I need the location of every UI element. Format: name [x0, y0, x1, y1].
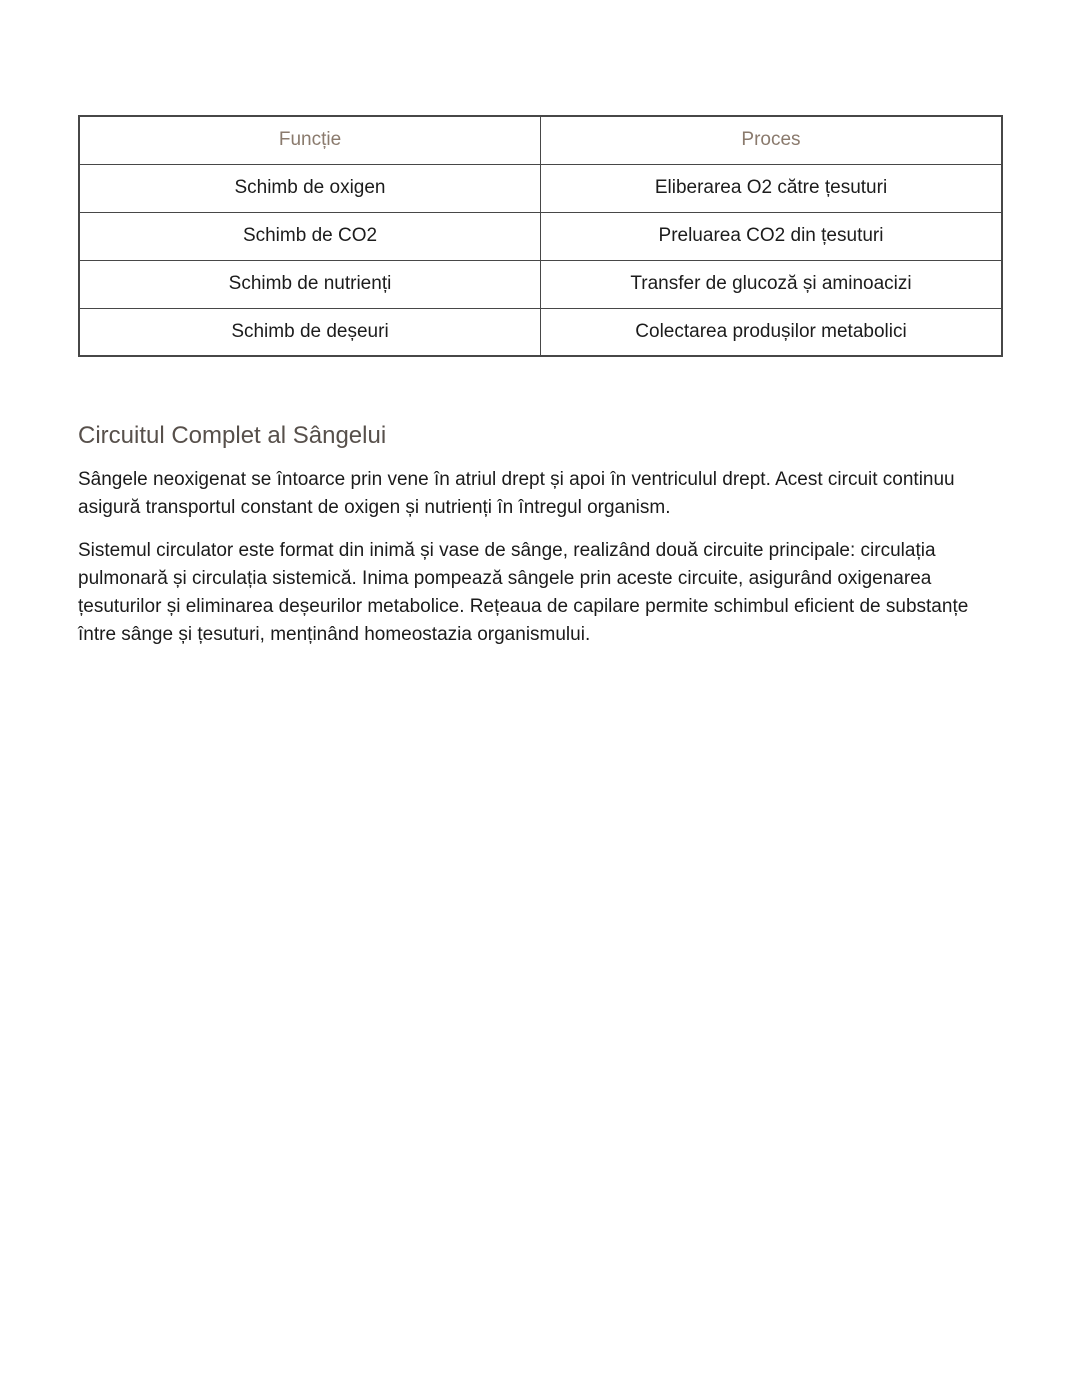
table-header-row	[79, 116, 1002, 164]
table-header	[79, 116, 1002, 164]
table-cell: Transfer de glucoză și aminoacizi	[541, 260, 1003, 308]
table-cell: Schimb de nutrienți	[79, 260, 541, 308]
table-cell: Preluarea CO2 din țesuturi	[541, 212, 1003, 260]
paragraph: Sistemul circulator este format din inimă și vase de sânge, realizând două circuite principale: circulația pulmonară și circulația sistemică. Inima pompează sângele prin aceste circuite, asigurând oxigenarea țesuturilor și eliminarea deșeurilor metabolice. Rețeaua de capilare permite schimbul eficient de substanțe între sânge și țesuturi, menținând homeostazia organismului.	[78, 540, 969, 645]
table-row	[79, 164, 1002, 212]
table-row	[79, 260, 1002, 308]
section-heading: Circuitul Complet al Sângelui	[78, 422, 387, 449]
table-header-cell-functie: Funcție	[79, 116, 541, 164]
table-cell: Colectarea produșilor metabolici	[541, 308, 1003, 356]
table-cell: Schimb de CO2	[79, 212, 541, 260]
function-process-table	[78, 115, 1003, 357]
table-row	[79, 212, 1002, 260]
paragraph: Sângele neoxigenat se întoarce prin vene în atriul drept și apoi în ventriculul drept. Acest circuit continuu asigură transportul constant de oxigen și nutrienți în întregul organism.	[78, 469, 955, 518]
document-content	[78, 0, 1003, 649]
table-header-cell-proces: Proces	[541, 116, 1003, 164]
table-body	[79, 164, 1002, 356]
table-cell: Schimb de oxigen	[79, 164, 541, 212]
table-cell: Schimb de deșeuri	[79, 308, 541, 356]
table-cell: Eliberarea O2 către țesuturi	[541, 164, 1003, 212]
table-row	[79, 308, 1002, 356]
